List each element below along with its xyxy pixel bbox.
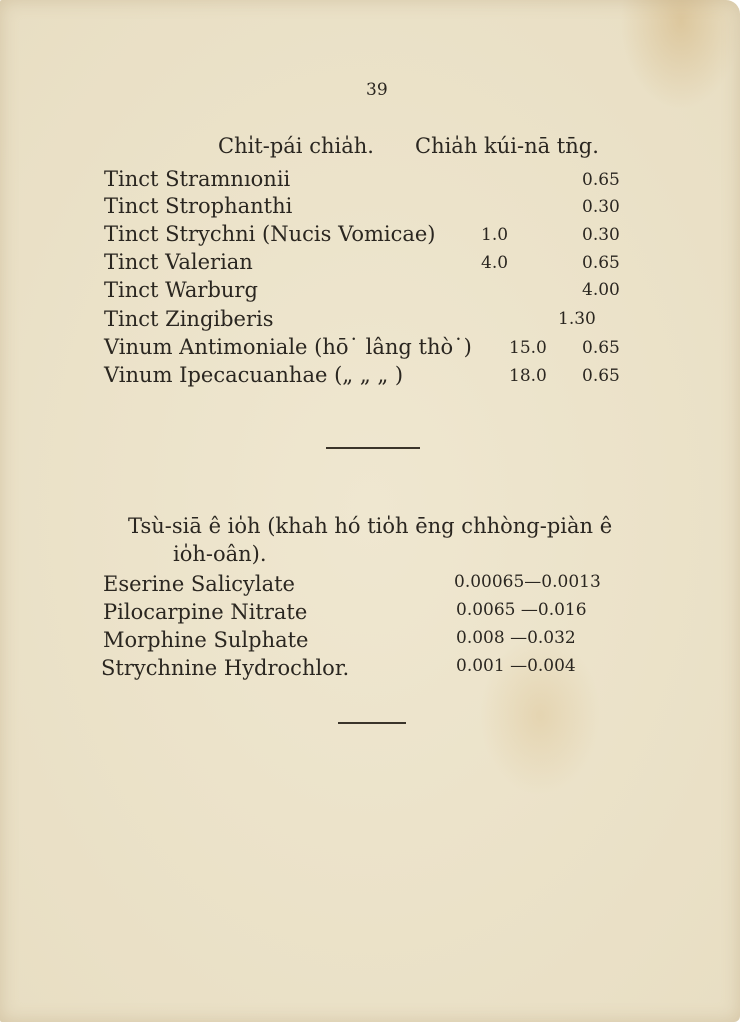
section2-heading: Tsù-siā ê io̍h (khah hó tio̍h ēng chhòng-piàn ê [128, 514, 613, 538]
drug-value: 0.65 [582, 366, 620, 386]
drug-value: 0.30 [582, 225, 620, 245]
section-divider [338, 722, 406, 724]
dose-range: 0.00065—0.0013 [454, 572, 601, 592]
drug-name: Pilocarpine Nitrate [103, 600, 308, 624]
drug-name: Morphine Sulphate [103, 628, 309, 652]
drug-value: 4.00 [582, 280, 620, 300]
page-number: 39 [366, 80, 388, 100]
drug-value: 0.65 [582, 338, 620, 358]
drug-dose: 15.0 [509, 338, 547, 358]
drug-value: 0.65 [582, 170, 620, 190]
drug-value: 0.65 [582, 253, 620, 273]
drug-name: Strychnine Hydrochlor. [101, 656, 350, 680]
drug-value: 0.30 [582, 197, 620, 217]
section-divider [326, 447, 420, 449]
drug-name: Tinct Strychni (Nucis Vomicae) [104, 222, 436, 246]
drug-name: Tinct Strophanthi [104, 194, 293, 218]
drug-name: Vinum Antimoniale (hō˙ lâng thò˙) [104, 335, 472, 359]
drug-name: Eserine Salicylate [103, 572, 295, 596]
drug-name: Tinct Zingiberis [104, 307, 274, 331]
section2-heading-continued: io̍h-oân). [173, 542, 267, 566]
table1-header-col2: Chia̍h kúi-nā tn̄g. [415, 134, 599, 158]
drug-dose: 1.0 [481, 225, 509, 245]
drug-name: Tinct Stramnıonii [104, 167, 291, 191]
table1-header-col1: Chi̍t-pái chia̍h. [218, 134, 374, 158]
drug-dose: 18.0 [509, 366, 547, 386]
drug-dose: 4.0 [481, 253, 509, 273]
dose-range: 0.008 —0.032 [456, 628, 576, 648]
drug-name: Tinct Warburg [104, 278, 258, 302]
drug-name: Vinum Ipecacuanhae („ „ „ ) [104, 363, 404, 387]
dose-range: 0.001 —0.004 [456, 656, 576, 676]
drug-value: 1.30 [558, 309, 596, 329]
dose-range: 0.0065 —0.016 [456, 600, 587, 620]
drug-name: Tinct Valerian [104, 250, 253, 274]
